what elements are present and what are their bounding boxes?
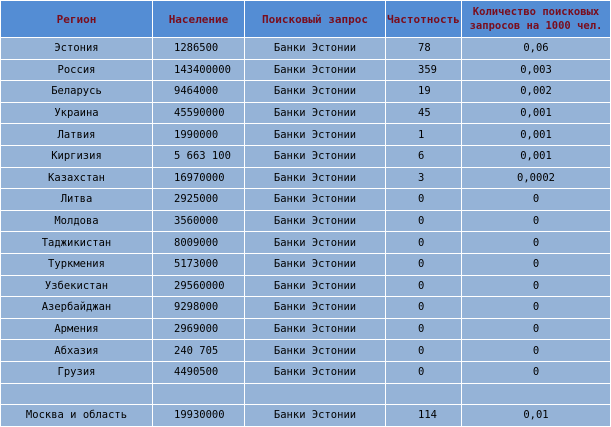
per-1000-cell[interactable]: 0 [462,189,611,211]
table-row [1,102,611,124]
region-cell[interactable]: Литва [1,189,153,211]
frequency-cell[interactable]: 19 [386,81,462,103]
population-cell[interactable]: 2925000 [153,189,245,211]
population-cell[interactable]: 16970000 [153,167,245,189]
per-1000-cell[interactable]: 0,001 [462,124,611,146]
region-cell[interactable]: Украина [1,102,153,124]
region-cell[interactable]: Киргизия [1,145,153,167]
per-1000-cell[interactable]: 0 [462,232,611,254]
region-cell[interactable]: Москва и область [1,405,153,427]
population-cell[interactable]: 9464000 [153,81,245,103]
population-cell[interactable]: 19930000 [153,405,245,427]
frequency-cell[interactable]: 0 [386,189,462,211]
table-row [1,275,611,297]
header-region[interactable]: Регион [1,1,153,38]
per-1000-cell[interactable]: 0 [462,361,611,383]
per-1000-cell[interactable]: 0 [462,340,611,362]
header-search-query[interactable]: Поисковый запрос [245,1,386,38]
per-1000-cell[interactable] [462,383,611,405]
query-cell[interactable]: Банки Эстонии [245,59,386,81]
table-row [1,59,611,81]
frequency-cell[interactable]: 1 [386,124,462,146]
query-cell[interactable]: Банки Эстонии [245,189,386,211]
table-row [1,383,611,405]
frequency-cell[interactable]: 78 [386,38,462,60]
frequency-cell[interactable] [386,383,462,405]
per-1000-cell[interactable]: 0,002 [462,81,611,103]
population-cell[interactable]: 8009000 [153,232,245,254]
per-1000-cell[interactable]: 0,001 [462,145,611,167]
region-cell[interactable]: Беларусь [1,81,153,103]
query-cell[interactable]: Банки Эстонии [245,38,386,60]
population-cell[interactable]: 29560000 [153,275,245,297]
table-row [1,124,611,146]
frequency-cell[interactable]: 0 [386,210,462,232]
table-row [1,232,611,254]
query-cell[interactable]: Банки Эстонии [245,297,386,319]
frequency-cell[interactable]: 3 [386,167,462,189]
population-cell[interactable]: 3560000 [153,210,245,232]
query-cell[interactable] [245,383,386,405]
header-frequency[interactable]: Частотность [386,1,462,38]
header-row [1,1,611,38]
region-cell[interactable]: Казахстан [1,167,153,189]
region-cell[interactable]: Латвия [1,124,153,146]
population-cell[interactable]: 2969000 [153,318,245,340]
table-row [1,253,611,275]
region-cell[interactable]: Молдова [1,210,153,232]
frequency-cell[interactable]: 0 [386,318,462,340]
per-1000-cell[interactable]: 0 [462,275,611,297]
table-row [1,340,611,362]
frequency-cell[interactable]: 0 [386,275,462,297]
table-row [1,189,611,211]
table-row [1,145,611,167]
query-cell[interactable]: Банки Эстонии [245,361,386,383]
query-cell[interactable]: Банки Эстонии [245,167,386,189]
header-queries-per-1000[interactable]: Количество поисковых запросов на 1000 чел. [462,1,611,38]
query-cell[interactable]: Банки Эстонии [245,81,386,103]
per-1000-cell[interactable]: 0 [462,253,611,275]
per-1000-cell[interactable]: 0 [462,297,611,319]
query-cell[interactable]: Банки Эстонии [245,275,386,297]
region-cell[interactable]: Эстония [1,38,153,60]
table-row [1,38,611,60]
frequency-cell[interactable]: 0 [386,253,462,275]
frequency-cell[interactable]: 0 [386,361,462,383]
table-row [1,318,611,340]
query-cell[interactable]: Банки Эстонии [245,405,386,427]
query-cell[interactable]: Банки Эстонии [245,210,386,232]
query-cell[interactable]: Банки Эстонии [245,253,386,275]
per-1000-cell[interactable]: 0,06 [462,38,611,60]
per-1000-cell[interactable]: 0,0002 [462,167,611,189]
frequency-cell[interactable]: 45 [386,102,462,124]
table-row [1,297,611,319]
per-1000-cell[interactable]: 0 [462,210,611,232]
population-cell[interactable]: 4490500 [153,361,245,383]
frequency-cell[interactable]: 0 [386,232,462,254]
region-cell[interactable]: Таджикистан [1,232,153,254]
region-cell[interactable]: Азербайджан [1,297,153,319]
frequency-cell[interactable]: 6 [386,145,462,167]
table-row [1,210,611,232]
population-cell[interactable] [153,383,245,405]
population-cell[interactable]: 143400000 [153,59,245,81]
query-cell[interactable]: Банки Эстонии [245,232,386,254]
population-cell[interactable]: 5173000 [153,253,245,275]
table-row [1,81,611,103]
population-cell[interactable]: 5 663 100 [153,145,245,167]
table-row [1,405,611,427]
population-cell[interactable]: 1286500 [153,38,245,60]
header-population[interactable]: Население [153,1,245,38]
region-cell[interactable]: Туркмения [1,253,153,275]
region-cell[interactable]: Армения [1,318,153,340]
query-cell[interactable]: Банки Эстонии [245,318,386,340]
query-cell[interactable]: Банки Эстонии [245,340,386,362]
per-1000-cell[interactable]: 0,001 [462,102,611,124]
population-cell[interactable]: 240 705 [153,340,245,362]
region-cell[interactable] [1,383,153,405]
per-1000-cell[interactable]: 0,01 [462,405,611,427]
table-row [1,167,611,189]
region-cell[interactable]: Узбекистан [1,275,153,297]
region-cell[interactable]: Абхазия [1,340,153,362]
region-cell[interactable]: Грузия [1,361,153,383]
per-1000-cell[interactable]: 0 [462,318,611,340]
query-cell[interactable]: Банки Эстонии [245,102,386,124]
frequency-cell[interactable]: 359 [386,59,462,81]
region-cell[interactable]: Россия [1,59,153,81]
query-cell[interactable]: Банки Эстонии [245,145,386,167]
population-cell[interactable]: 45590000 [153,102,245,124]
population-cell[interactable]: 1990000 [153,124,245,146]
frequency-cell[interactable]: 0 [386,297,462,319]
per-1000-cell[interactable]: 0,003 [462,59,611,81]
frequency-cell[interactable]: 114 [386,405,462,427]
table-row [1,361,611,383]
population-cell[interactable]: 9298000 [153,297,245,319]
query-cell[interactable]: Банки Эстонии [245,124,386,146]
frequency-cell[interactable]: 0 [386,340,462,362]
